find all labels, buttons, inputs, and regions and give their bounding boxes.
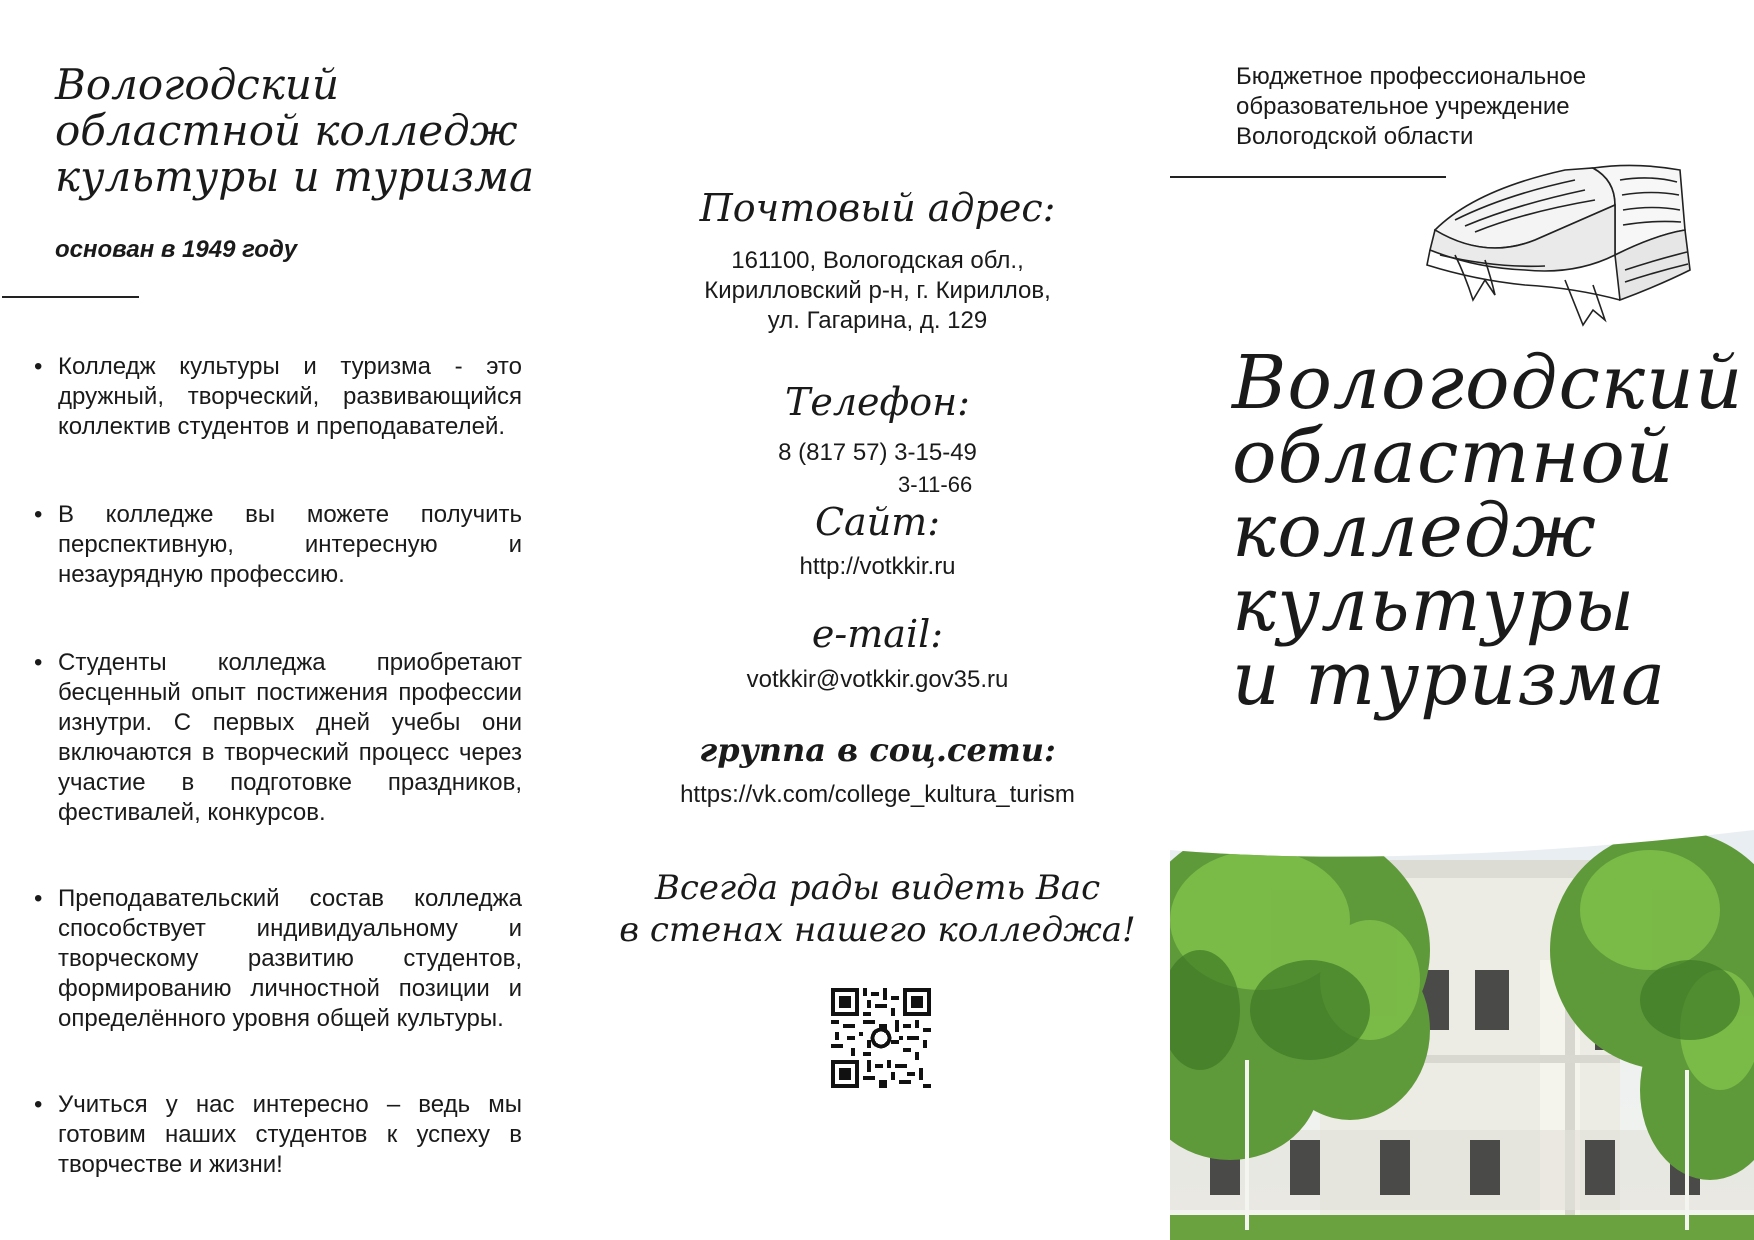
social-heading: группа в соц.сети: [699,731,1056,769]
qr-code-icon [831,988,931,1088]
college-title-right [1232,340,1744,722]
title-line-5: и туризма [1232,636,1667,722]
founded-text: основан в 1949 году [55,236,298,263]
address-heading: Почтовый адрес: [699,186,1056,230]
welcome-line-2: в стенах нашего колледжа! [619,910,1136,950]
divider-line [2,296,139,298]
email-heading: e-mail: [811,612,944,656]
site-heading: Сайт: [814,500,941,544]
phone-number-1: 8 (817 57) 3-15-49 [778,439,977,466]
phone-number-2: 3-11-66 [898,472,973,497]
email-link[interactable]: votkkir@votkkir.gov35.ru [746,666,1009,693]
college-building-photo [1170,830,1754,1240]
organization-line-2: образовательное учреждение [1236,93,1570,120]
address-line-1: 161100, Вологодская обл., [731,247,1024,274]
right-panel [1170,0,1754,1240]
phone-heading: Телефон: [785,380,970,424]
social-link[interactable]: https://vk.com/college_kultura_turism [680,781,1075,808]
site-link[interactable]: http://votkkir.ru [799,553,956,580]
divider-line [1170,176,1446,178]
middle-panel [585,0,1170,1240]
list-item: • Колледж культуры и туризма - это дружный, творческий, развивающийся коллектив студентов и преподавателей. [58,352,522,442]
college-title-left: Вологодский областной колледж культуры и туризма [55,60,534,201]
list-item: • Студенты колледжа приобретают бесценный опыт постижения профессии изнутри. С первых дней учебы они включаются в творческий процесс через участие в подготовке праздников, фестивалей, конкурсов. [58,648,522,828]
organization-name [1236,62,1696,152]
title-line-1: Вологодский [1232,340,1744,426]
features-list [58,352,522,1240]
list-item: • Учиться у нас интересно – ведь мы готовим наших студентов к успеху в творчестве и жизни! [58,1090,522,1180]
address-line-2: Кирилловский р-н, г. Кириллов, [704,277,1051,304]
title-line-2: областной [1232,414,1675,500]
title-line-3: колледж [1232,488,1597,574]
organization-line-1: Бюджетное профессиональное [1236,63,1587,90]
organization-line-3: Вологодской области [1236,123,1474,150]
list-item: • Преподавательский состав колледжа способствует индивидуальному и творческому развитию студентов, формированию личностной позиции и определённого уровня общей культуры. [58,884,522,1034]
list-item: • В колледже вы можете получить перспективную, интересную и незаурядную профессию. [58,500,522,590]
title-line-4: культуры [1232,562,1636,648]
address-line-3: ул. Гагарина, д. 129 [767,307,988,334]
open-book-icon [1415,160,1695,335]
welcome-line-1: Всегда рады видеть Вас [654,868,1101,908]
left-panel [0,0,585,1240]
